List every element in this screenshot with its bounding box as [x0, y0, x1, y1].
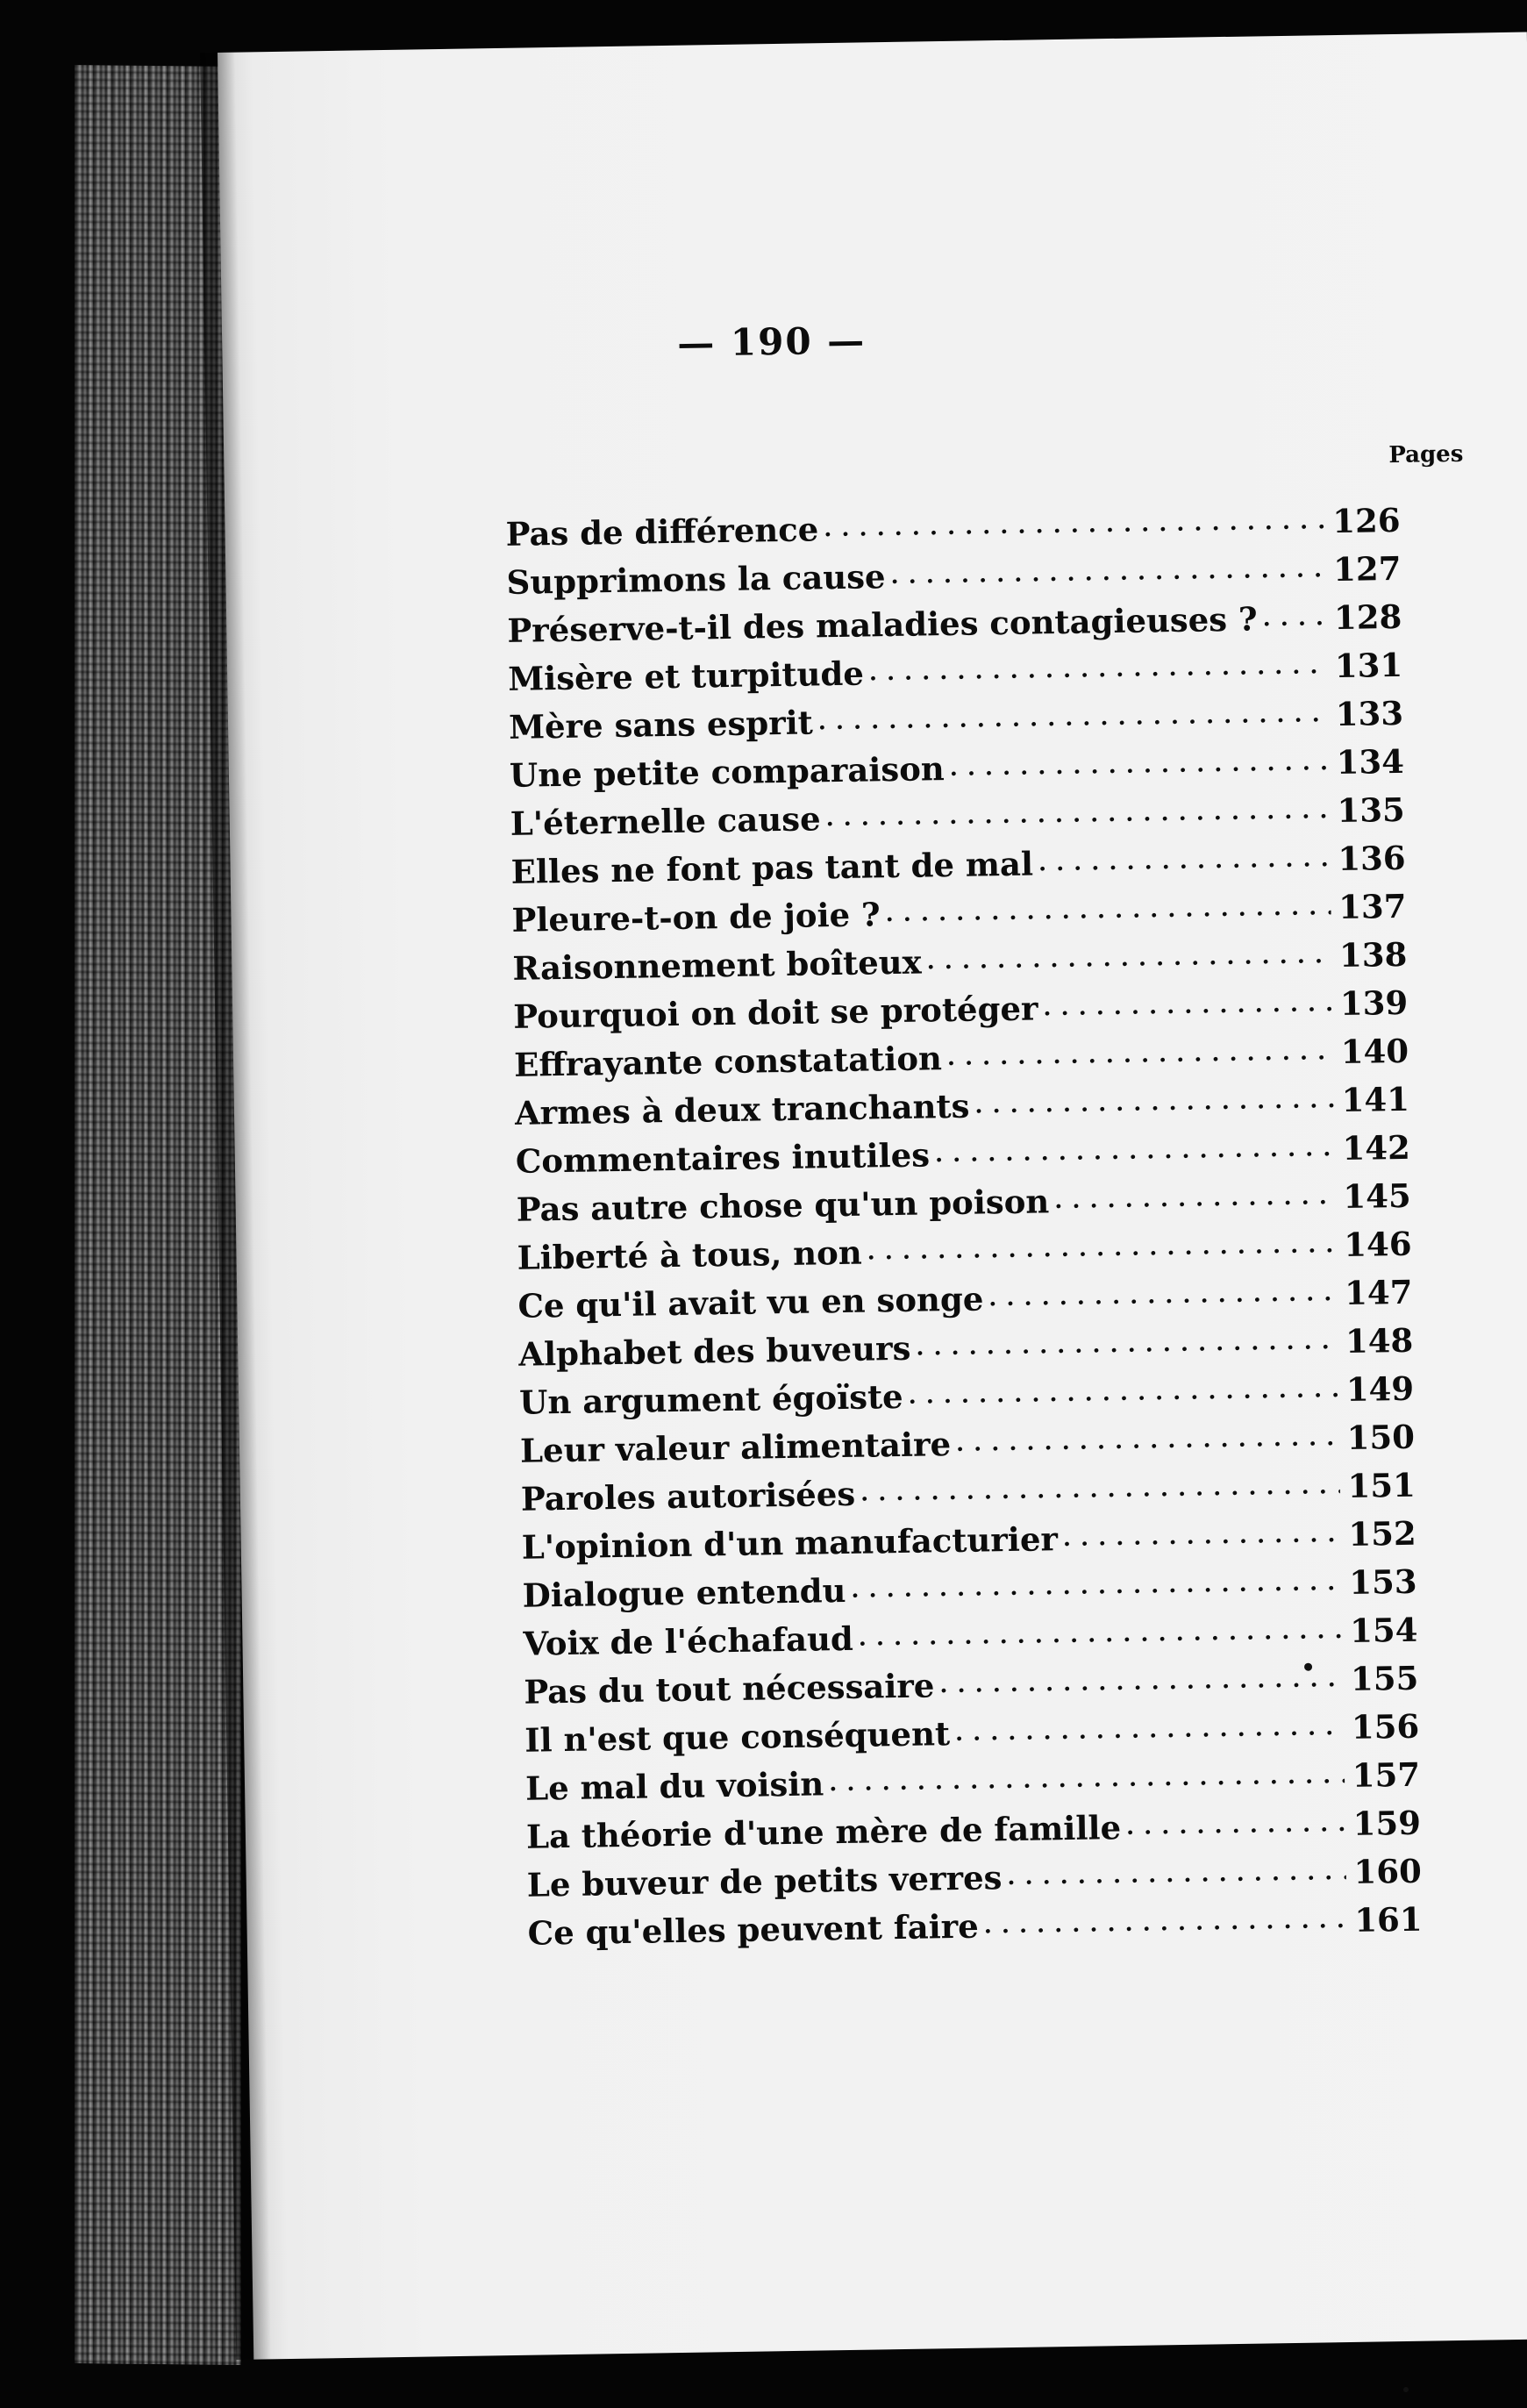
dot-leader — [935, 1127, 1335, 1166]
dot-leader — [890, 548, 1325, 588]
table-of-contents — [505, 499, 1423, 1961]
toc-entry-title: Commentaires inutiles — [515, 1135, 931, 1181]
dot-leader — [946, 1031, 1333, 1069]
toc-entry-page: 135 — [1337, 790, 1406, 831]
toc-entry-page: 140 — [1340, 1031, 1409, 1072]
toc-entry-page: 148 — [1345, 1320, 1414, 1361]
toc-entry-page: 133 — [1335, 693, 1404, 734]
toc-entry-title: Liberté à tous, non — [517, 1233, 863, 1277]
dot-leader — [817, 693, 1328, 733]
toc-entry-title: Pas de différence — [505, 510, 819, 554]
toc-entry-title: Pas du tout nécessaire — [524, 1666, 935, 1711]
toc-entry-title: Raisonnement boîteux — [512, 942, 922, 988]
toc-entry-page: 128 — [1333, 597, 1402, 638]
dot-leader — [974, 1079, 1334, 1117]
toc-entry-page: 141 — [1341, 1079, 1410, 1120]
toc-entry-page: 136 — [1338, 838, 1406, 879]
dot-leader — [988, 1272, 1338, 1310]
dot-leader — [885, 886, 1331, 925]
dot-leader — [867, 1224, 1336, 1263]
toc-entry-title: Alphabet des buveurs — [518, 1328, 911, 1374]
toc-entry-page: 154 — [1349, 1610, 1418, 1650]
toc-entry-page: 152 — [1348, 1513, 1417, 1554]
toc-entry-page: 147 — [1344, 1272, 1413, 1312]
dot-leader — [860, 1465, 1340, 1505]
dot-leader — [851, 1561, 1342, 1602]
toc-entry-page: 146 — [1343, 1224, 1412, 1264]
toc-entry-page: 156 — [1351, 1706, 1420, 1747]
dot-leader — [1054, 1175, 1336, 1212]
toc-entry-title: Mère sans esprit — [508, 703, 814, 747]
dot-leader — [1038, 838, 1331, 875]
toc-entry-title: Elles ne font pas tant de mal — [510, 844, 1034, 891]
toc-entry-title: La théorie d'une mère de famille — [525, 1808, 1122, 1856]
toc-entry-page: 159 — [1352, 1803, 1422, 1843]
toc-entry-page: 153 — [1348, 1561, 1417, 1602]
dot-leader — [1043, 982, 1332, 1019]
toc-entry-title: Misère et turpitude — [507, 654, 865, 698]
toc-entry-page: 127 — [1332, 548, 1402, 589]
toc-entry-page: 138 — [1338, 934, 1408, 975]
dot-leader — [858, 1610, 1342, 1650]
toc-entry-page: 137 — [1338, 886, 1407, 927]
toc-entry-title: Supprimons la cause — [506, 557, 886, 602]
toc-entry-page: 134 — [1336, 741, 1405, 782]
toc-entry-title: Leur valeur alimentaire — [519, 1425, 952, 1470]
book-page — [218, 32, 1527, 2360]
dot-leader — [949, 741, 1329, 780]
toc-entry-page: 131 — [1334, 645, 1403, 686]
print-speck — [1403, 2387, 1409, 2392]
dot-leader — [868, 645, 1327, 684]
toc-entry-page: 145 — [1343, 1175, 1411, 1216]
toc-entry-title: Effrayante constatation — [513, 1039, 943, 1084]
toc-entry-page: 149 — [1345, 1368, 1415, 1409]
dot-leader — [983, 1899, 1346, 1937]
dot-leader — [939, 1658, 1343, 1697]
dot-leader — [1262, 597, 1326, 630]
toc-entry-page: 161 — [1354, 1899, 1423, 1940]
dot-leader — [1126, 1803, 1345, 1839]
dot-leader — [825, 790, 1330, 830]
toc-entry-title: L'éternelle cause — [510, 799, 821, 843]
dot-leader — [1063, 1513, 1341, 1550]
toc-entry-title: Paroles autorisées — [520, 1474, 856, 1518]
toc-entry-page: 157 — [1352, 1754, 1421, 1795]
toc-entry-title: Ce qu'il avait vu en songe — [517, 1279, 984, 1325]
toc-entry-title: Pourquoi on doit se protéger — [512, 989, 1038, 1036]
dot-leader — [824, 500, 1325, 540]
toc-entry-title: Une petite comparaison — [509, 749, 945, 795]
toc-entry-title: Le mal du voisin — [524, 1764, 824, 1808]
dot-leader — [908, 1368, 1338, 1408]
toc-entry-title: Le buveur de petits verres — [526, 1858, 1003, 1904]
toc-entry-title: Armes à deux tranchants — [514, 1086, 970, 1133]
toc-entry-page: 155 — [1350, 1658, 1419, 1698]
toc-entry-title: Pleure-t-on de joie ? — [511, 895, 881, 940]
page-content — [218, 32, 1527, 2360]
dot-leader — [1007, 1851, 1346, 1889]
toc-entry-title: Dialogue entendu — [522, 1570, 846, 1615]
dot-leader — [926, 934, 1331, 973]
dot-leader — [829, 1754, 1345, 1795]
dot-leader — [955, 1706, 1345, 1745]
toc-entry-page: 151 — [1347, 1465, 1416, 1505]
toc-entry-page: 142 — [1342, 1127, 1411, 1168]
toc-entry-page: 139 — [1339, 982, 1409, 1024]
page-number: — 190 — — [676, 318, 867, 365]
toc-entry-title: Préserve-t-il des maladies contagieuses ? — [507, 599, 1258, 650]
pages-column-label: Pages — [1388, 440, 1464, 469]
toc-entry-page: 126 — [1331, 500, 1401, 541]
toc-entry-title: Pas autre chose qu'un poison — [516, 1182, 1050, 1229]
toc-entry-title: Il n'est que conséquent — [524, 1714, 951, 1760]
dot-leader — [916, 1320, 1338, 1360]
toc-entry-title: Voix de l'échafaud — [523, 1618, 854, 1663]
toc-entry-page: 160 — [1353, 1851, 1423, 1891]
toc-entry-page: 150 — [1346, 1417, 1416, 1457]
toc-entry-title: Ce qu'elles peuvent faire — [527, 1906, 980, 1953]
toc-entry-title: L'opinion d'un manufacturier — [521, 1519, 1059, 1567]
dot-leader — [956, 1417, 1340, 1455]
toc-entry-title: Un argument égoïste — [518, 1376, 903, 1422]
print-speck — [1304, 1663, 1312, 1671]
